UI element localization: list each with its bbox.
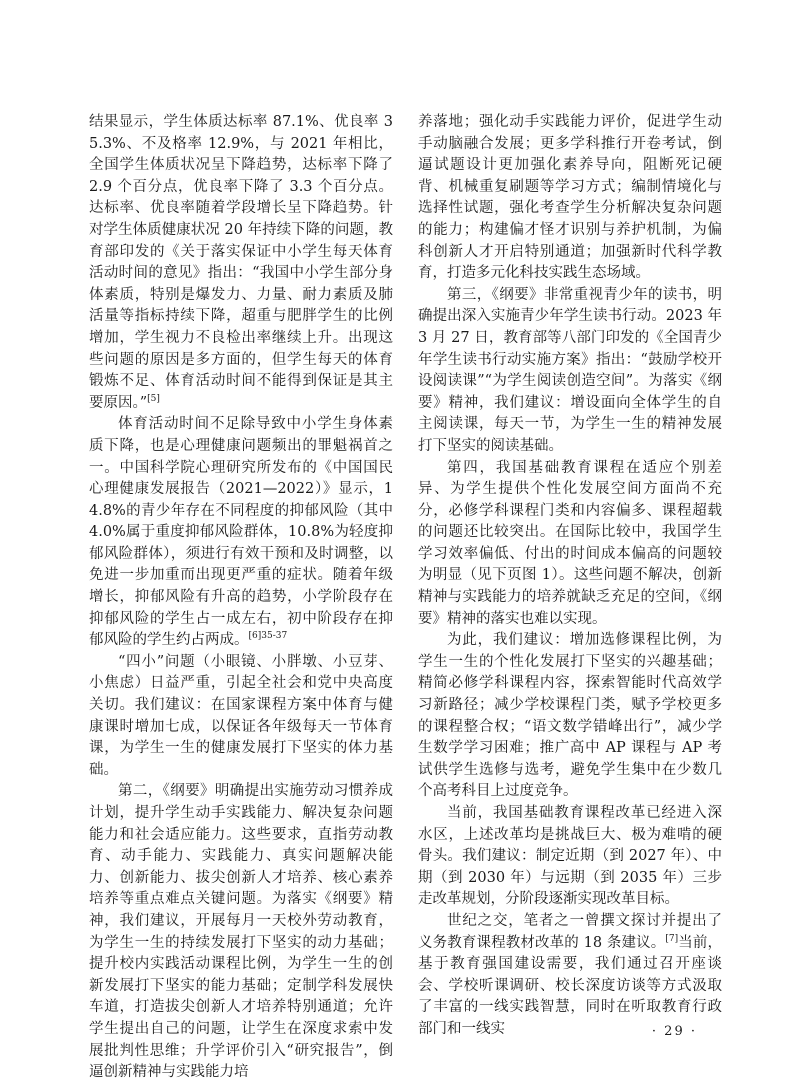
paragraph-text: 第三，《纲要》非常重视青少年的读书，明确提出深入实施青少年学生读书行动。2023 年 3 月 27 日，教育部等八部门印发的《全国青少年学生读书行动实施方案》指出：“鼓励学校开设阅读课”“为学生阅读创造空间”。为落实《纲要》精神，我们建议：增设面向全体学生的自主阅读课，每天一节，为学生一生的精神发展打下坚实的阅读基础。: [418, 286, 722, 454]
paragraph-text: 为此，我们建议：增加选修课程比例，为学生一生的个性化发展打下坚实的兴趣基础；精简必修学科课程内容，探索智能时代高效学习新路径；减少学校课程门类，赋予学校更多的课程整合权；“语文数学错峰出行”，减少学生数学学习困难；推广高中 AP 课程与 AP 考试供学生选修与选考，避免学生集中在少数几个高考科目上过度竞争。: [418, 632, 722, 800]
paragraph-text: 当前，我国基础教育课程改革已经进入深水区，上述改革均是挑战巨大、极为难啃的硬骨头。我们建议：制定近期（到 2027 年）、中期（到 2030 年）与远期（到 2035 年）三步走改革规划，分阶段逐渐实现改革目标。: [418, 805, 722, 908]
paragraph: [89, 112, 393, 414]
paragraph: [418, 630, 722, 803]
paragraph: [89, 414, 393, 652]
paragraph: [89, 652, 393, 782]
paragraph-text: 第二，《纲要》明确提出实施劳动习惯养成计划，提升学生动手实践能力、解决复杂问题能力和社会适应能力。这些要求，直指劳动教育、动手能力、实践能力、真实问题解决能力、创新能力、拔尖创新人才培养、核心素养培养等重点难点关键问题。为落实《纲要》精神，我们建议，开展每月一天校外劳动教育，为学生一生的持续发展打下坚实的动力基础；提升校内实践活动课程比例，为学生一生的创新发展打下坚实的能力基础；定制学科发展快车道，打造拔尖创新人才培养特别通道；允许学生提出自己的问题，让学生在深度求索中发展批判性思维；升学评价引入“研究报告”，倒逼创新精神与实践能力培: [89, 783, 393, 1081]
paragraph: [418, 112, 722, 285]
page-number: · 29 ·: [651, 1024, 697, 1039]
paragraph: [89, 781, 393, 1083]
paragraph: [418, 803, 722, 911]
paragraph-text: 结果显示，学生体质达标率 87.1%、优良率 35.3%、不及格率 12.9%，与 2021 年相比，全国学生体质状况呈下降趋势，达标率下降了 2.9 个百分点，优良率下降了 3.3 个百分点。达标率、优良率随着学段增长呈下降趋势。针对学生体质健康状况 20 年持续下降的问题，教育部印发的《关于落实保证中小学生每天体育活动时间的意见》指出：“我国中小学生部分身体素质，特别是爆发力、力量、耐力素质及肺活量等指标持续下降，超重与肥胖学生的比例增加，学生视力不良检出率继续上升。出现这些问题的原因是多方面的，但学生每天的体育锻炼不足、体育活动时间不能得到保证是其主要原因。”: [89, 114, 393, 411]
paragraph-text: 养落地；强化动手实践能力评价，促进学生动手动脑融合发展；更多学科推行开卷考试，倒逼试题设计更加强化素养导向，阻断死记硬背、机械重复刷题等学习方式；编制情境化与选择性试题，强化考查学生分析解决复杂问题的能力；构建偏才怪才识别与养护机制，为偏科创新人才开启特别通道；加强新时代科学教育，打造多元化科技实践生态场域。: [418, 114, 722, 282]
paragraph: [418, 458, 722, 631]
paragraph-text: 世纪之交，笔者之一曾撰文探讨并提出了义务教育课程教材改革的 18 条建议。: [418, 912, 722, 951]
paragraph-text: 第四，我国基础教育课程在适应个别差异、为学生提供个性化发展空间方面尚不充分，必修学科课程门类和内容偏多、课程超载的问题还比较突出。在国际比较中，我国学生学习效率偏低、付出的时间成本偏高的问题较为明显（见下页图 1）。这些问题不解决，创新精神与实践能力的培养就缺乏充足的空间，《纲要》精神的落实也难以实现。: [418, 459, 722, 627]
citation-mark: [7]: [665, 933, 679, 944]
left-column: [89, 112, 393, 1084]
citation-mark: [5]: [147, 393, 160, 404]
right-column: [418, 112, 722, 1041]
paragraph-text: “四小”问题（小眼镜、小胖墩、小豆芽、小焦虑）日益严重，引起全社会和党中央高度关切。我们建议：在国家课程方案中体育与健康课时增加七成，以保证各年级每天一节体育课，为学生一生的健康发展打下坚实的体力基础。: [89, 653, 393, 778]
paragraph-text: 当前，基于教育强国建设需要，我们通过召开座谈会、学校听课调研、校长深度访谈等方式汲取了丰富的一线实践智慧，同时在听取教育行政部门和一线实: [418, 934, 722, 1037]
paragraph: [418, 285, 722, 458]
citation-mark: [6]35-37: [248, 631, 288, 642]
paragraph-text: 体育活动时间不足除导致中小学生身体素质下降，也是心理健康问题频出的罪魁祸首之一。中国科学院心理研究所发布的《中国国民心理健康发展报告（2021—2022）》显示，14.8%的青少年存在不同程度的抑郁风险（其中 4.0%属于重度抑郁风险群体，10.8%为轻度抑郁风险群体），须进行有效干预和及时调整，以免进一步加重而出现更严重的症状。随着年级增长，抑郁风险有升高的趋势，小学阶段存在抑郁风险的学生占一成左右，初中阶段存在抑郁风险的学生约占两成。: [89, 416, 393, 649]
paragraph: [418, 911, 722, 1041]
